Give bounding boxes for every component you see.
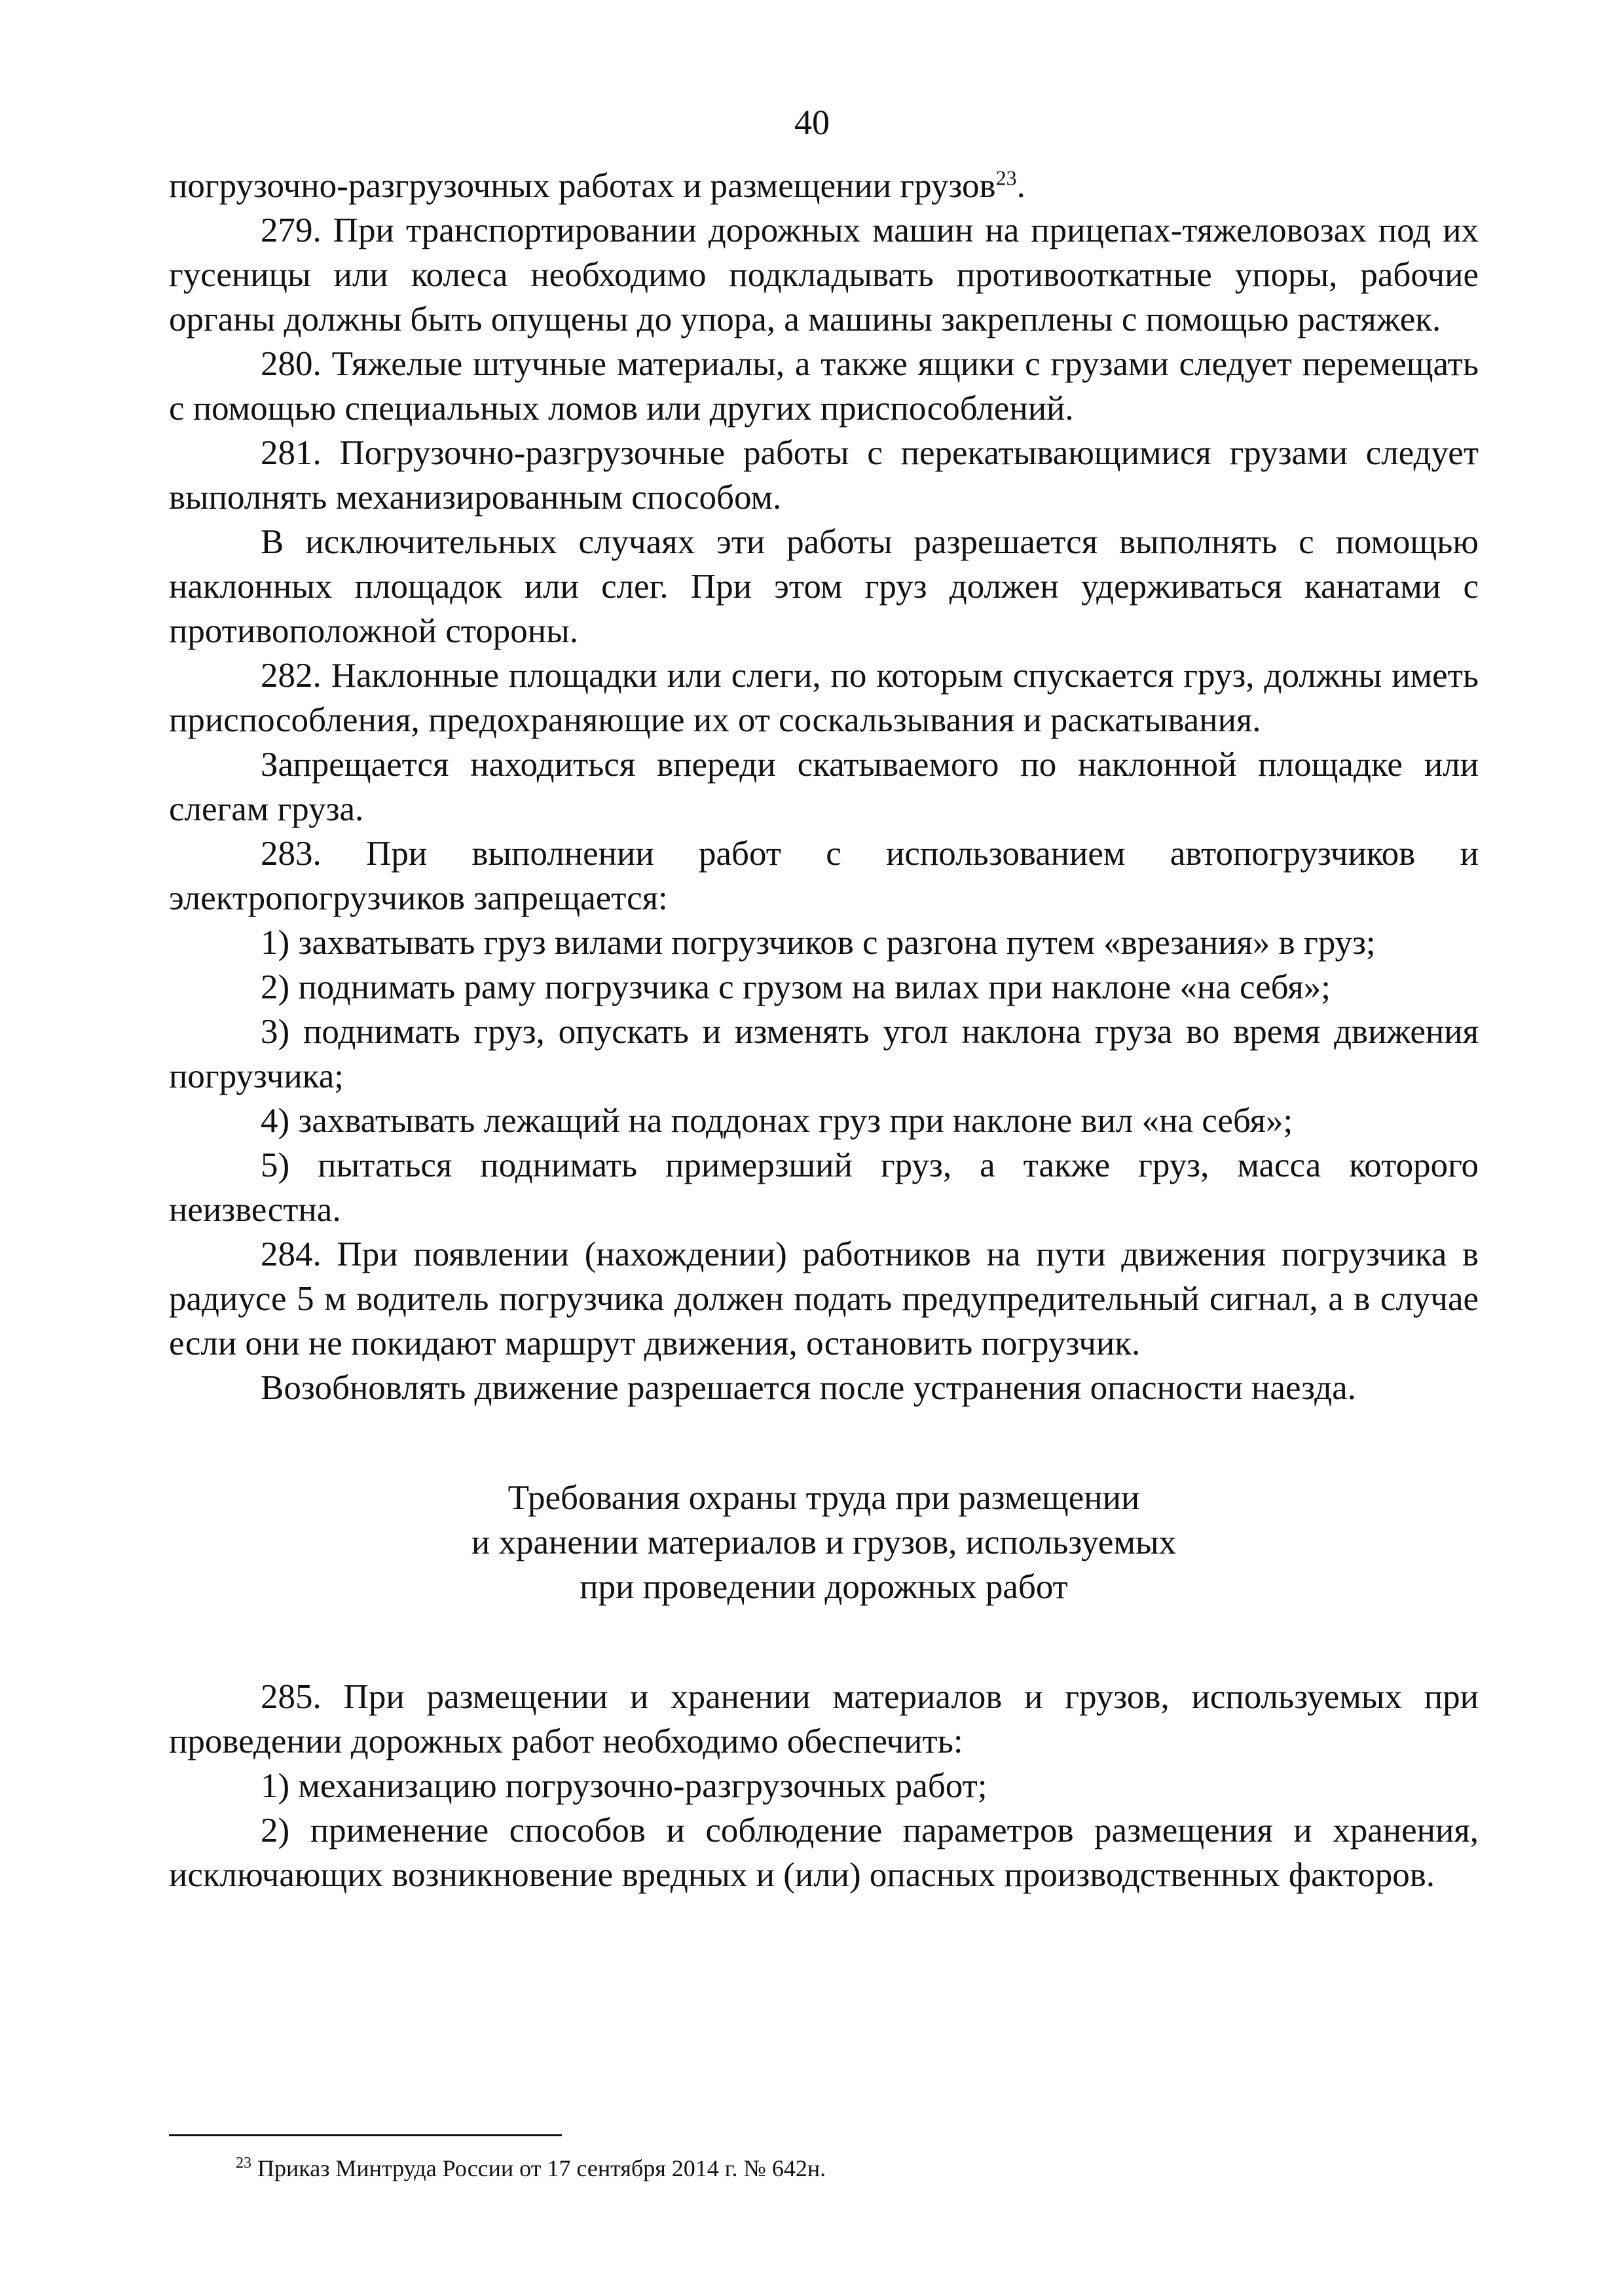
footnote-reference: 23 [995,166,1017,190]
paragraph-text: погрузочно-разгрузочных работах и размещении грузов [169,167,996,205]
paragraph-282: 282. Наклонные площадки или слеги, по которым спускается груз, должны иметь приспособления, предохраняющие их от соскальзывания и раскатывания. [169,657,1479,739]
paragraph-284-resume: Возобновлять движение разрешается после устранения опасности наезда. [261,1369,1356,1407]
paragraph-281-exception: В исключительных случаях эти работы разрешается выполнять с помощью наклонных площадок или слег. При этом груз должен удерживаться канатами с противоположной стороны. [169,523,1479,650]
footnote-divider [169,2134,562,2136]
paragraph-punctuation: . [1016,167,1025,205]
footnote-marker: 23 [236,2155,251,2172]
list-item-283-4: 4) захватывать лежащий на поддонах груз при наклоне вил «на себя»; [261,1102,1293,1140]
footnote [236,2154,1414,2183]
section-heading-line: Требования охраны труда при размещении [507,1479,1140,1517]
section-heading-line: и хранении материалов и грузов, используемых [471,1523,1177,1561]
section-heading-line: при проведении дорожных работ [580,1568,1068,1606]
paragraph-285: 285. При размещении и хранении материалов и грузов, используемых при проведении дорожных работ необходимо обеспечить: [169,1678,1479,1760]
paragraph-continuation [169,164,1479,208]
paragraph-283: 283. При выполнении работ с использованием автопогрузчиков и электропогрузчиков запрещается: [169,835,1479,917]
list-item-285-2: 2) применение способов и соблюдение параметров размещения и хранения, исключающих возникновение вредных и (или) опасных производственных факторов. [169,1812,1479,1894]
document-body [169,164,1479,1897]
list-item-283-5: 5) пытаться поднимать примерзший груз, а также груз, масса которого неизвестна. [169,1146,1479,1229]
paragraph-280: 280. Тяжелые штучные материалы, а также ящики с грузами следует перемещать с помощью специальных ломов или других приспособлений. [169,345,1479,428]
paragraph-281: 281. Погрузочно-разгрузочные работы с перекатывающимися грузами следует выполнять механизированным способом. [169,434,1479,517]
page-number: 40 [794,103,830,142]
list-item-283-3: 3) поднимать груз, опускать и изменять угол наклона груза во время движения погрузчика; [169,1013,1479,1095]
list-item-283-1: 1) захватывать груз вилами погрузчиков с разгона путем «врезания» в груз; [261,924,1376,962]
paragraph-282-prohibition: Запрещается находиться впереди скатываемого по наклонной площадке или слегам груза. [169,746,1479,828]
paragraph-284: 284. При появлении (нахождении) работников на пути движения погрузчика в радиусе 5 м водитель погрузчика должен подать предупредительный сигнал, а в случае если они не покидают маршрут движения, остановить погрузчик. [169,1235,1479,1362]
paragraph-279: 279. При транспортировании дорожных машин на прицепах-тяжеловозах под их гусеницы или колеса необходимо подкладывать противооткатные упоры, рабочие органы должны быть опущены до упора, а машины закреплены с помощью растяжек. [169,211,1479,338]
footnote-text: Приказ Минтруда России от 17 сентября 2014 г. № 642н. [257,2155,826,2181]
section-heading [169,1476,1479,1609]
list-item-283-2: 2) поднимать раму погрузчика с грузом на вилах при наклоне «на себя»; [261,968,1331,1006]
list-item-285-1: 1) механизацию погрузочно-разгрузочных работ; [261,1767,987,1805]
